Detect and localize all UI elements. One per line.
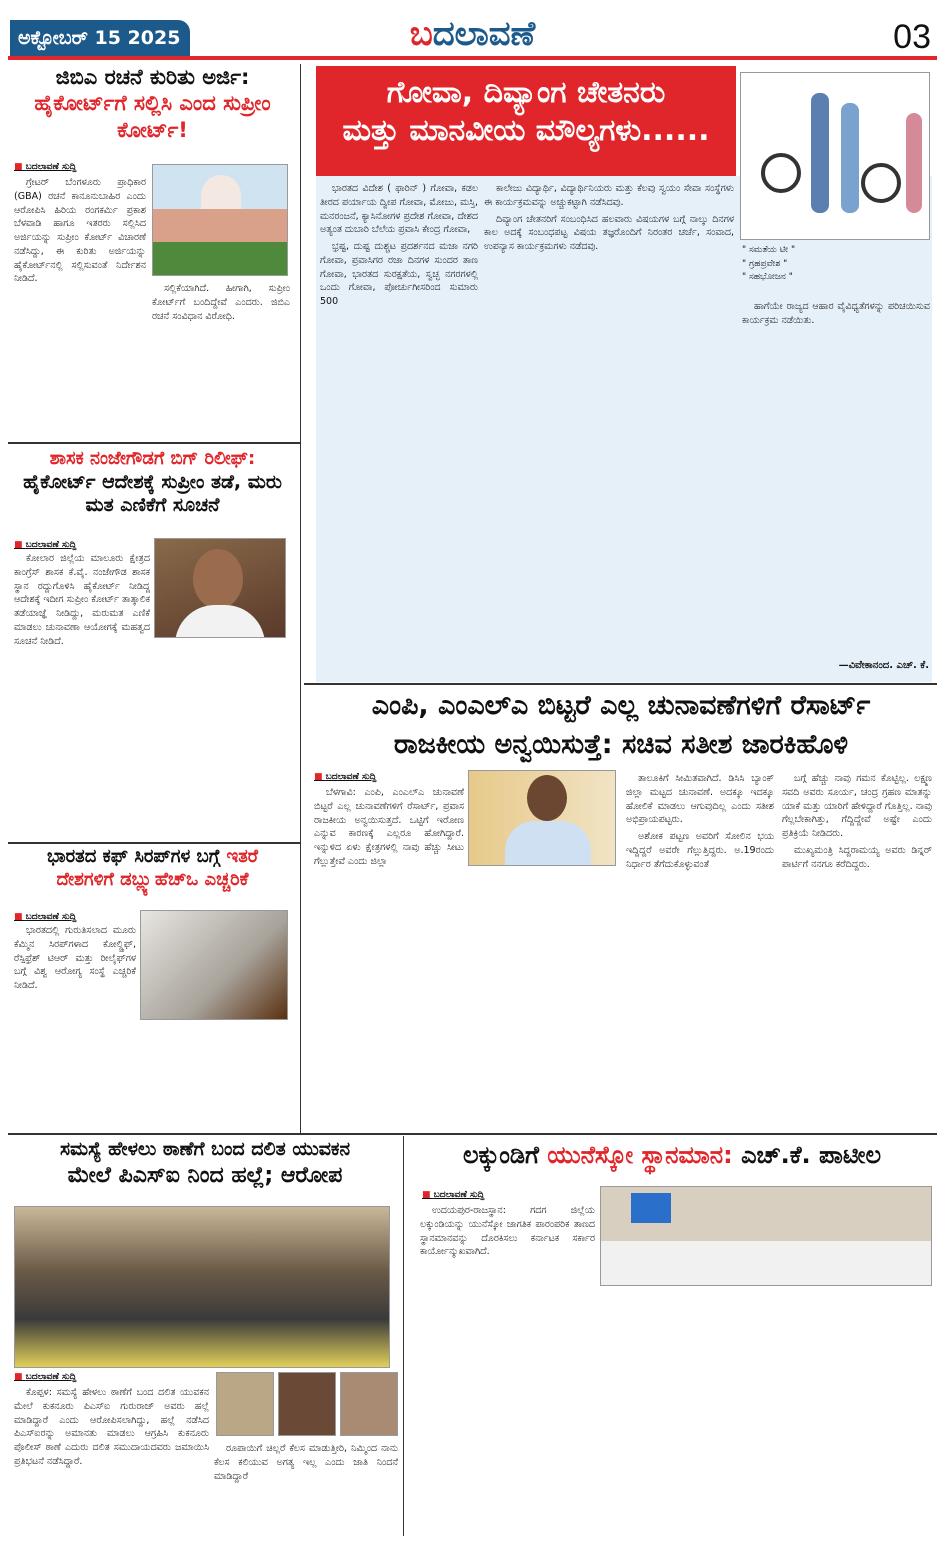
- paragraph: ಕೊಪ್ಪಳ: ಸಮಸ್ಯೆ ಹೇಳಲು ಠಾಣೆಗೆ ಬಂದ ದಲಿತ ಯುವಕನ ಮೇಲೆ ಕುಕನೂರು ಪಿಎಸ್‌ಐ ಗುರುರಾಜ್ ಅವರು ಹಲ್ಲೆ ಮಾಡಿದ್ದಾರೆ ಎಂದು ಆರೋಪಿಸಲಾಗಿದ್ದು, ಹಲ್ಲೆ ನಡೆಸಿದ ಪಿಎಸ್‌ಐರನ್ನು ಅಮಾನತು ಮಾಡಲು ಆಗ್ರಹಿಸಿ ಕುಕನೂರು ಪೊಲೀಸ್ ಠಾಣೆ ಎದುರು ದಲಿತ ಸಮುದಾಯದವರು ಜಮಾಯಿಸಿ ಪ್ರತಿಭಟನೆ ನಡೆಸಿದ್ದಾರೆ.: [14, 1387, 209, 1467]
- headline-red-part: ಯುನೆಸ್ಕೋ ಸ್ಥಾನಮಾನ:: [547, 1141, 733, 1169]
- paragraph: ಉದಯಪುರ-ರಾಜಸ್ಥಾನ: ಗದಗ ಜಿಲ್ಲೆಯ ಲಕ್ಕುಂಡಿಯನ್ನು ಯುನೆಸ್ಕೋ ಜಾಗತಿಕ ಪಾರಂಪರಿಕ ತಾಣದ ಸ್ಥಾನಮಾನವನ್ನು ದೊರಕಿಸಲು ಕರ್ನಾಟಕ ಸರ್ಕಾರ ಕಾರ್ಯೋನ್ಮುಖವಾಗಿದೆ.: [420, 1205, 595, 1258]
- conference-photo: [600, 1186, 932, 1286]
- byline: ■ ಬದಲಾವಣೆ ಸುದ್ದಿ: [14, 540, 76, 550]
- story2-headline: [10, 448, 295, 518]
- dalit-headline: [10, 1138, 400, 1189]
- screen-shape: [631, 1193, 671, 1223]
- author-signature: —ವಿವೇಕಾನಂದ. ಎಚ್. ಕೆ.: [838, 660, 929, 671]
- headline-line: ಜಿಬಿಎ ರಚನೆ ಕುರಿತು ಅರ್ಜಿ:: [55, 65, 250, 89]
- caption: " ಗ್ರಹಪ್ರವೇಶ ": [742, 258, 788, 269]
- paragraph: ಅಶೋಕ ಪಟ್ಟಣ ಅವರಿಗೆ ಸೋಲಿನ ಭಯ ಇದ್ದಿದ್ದರೆ ಅವರೇ ಗೆಲ್ಲುತ್ತಿದ್ದರು. ಅ.19ರಂದು ನಿರ್ಧಾರ ತೆಗೆದುಕೊಳ್ಳುವಂತೆ: [626, 831, 774, 870]
- paragraph: ಭಾರತದ ವಿದೇಶ ( ಫಾರಿನ್ ) ಗೋವಾ, ಕಡಲ ತೀರದ ಪರ್ಯಾಯ ದ್ವೀಪ ಗೋವಾ, ಮೋಜು, ಮಸ್ತಿ, ಮನರಂಜನೆ, ಕ್ಯಾಸಿನೋಗಳ ಪ್ರದೇಶ ಗೋವಾ, ದೇಶದ ಅತ್ಯಂತ ದುಬಾರಿ ಬೆಲೆಯ ಪ್ರವಾಸಿ ಕೇಂದ್ರ ಗೋವಾ,: [320, 183, 478, 236]
- header-divider: [8, 56, 937, 60]
- paragraph: ಬೆಳಗಾವಿ: ಎಂಪಿ, ಎಂಎಲ್‌ಎ ಚುನಾವಣೆ ಬಿಟ್ಟರೆ ಎಲ್ಲ ಚುನಾವಣೆಗಳಿಗೆ ರೆಸಾರ್ಟ್, ಪ್ರವಾಸ ರಾಜಕೀಯ ಅನ್ವಯಿಸುತ್ತದೆ. ಒಟ್ಟಿಗೆ ಇರೋಣ ಎನ್ನುವ ಕಾರಣಕ್ಕೆ ಎಲ್ಲರೂ ಹೋಗಿದ್ದಾರೆ. ಇನ್ನುಳಿದ ಏಳು ಕ್ಷೇತ್ರಗಳಲ್ಲಿ ನಾವು ಹೆಚ್ಚು ಸೀಟು ಗೆಲ್ಲುತ್ತೇವೆ ಎಂದು ಜಿಲ್ಲಾ: [314, 787, 464, 867]
- headline-line: ಶಾಸಕ ನಂಜೇಗೌಡಗೆ ಬಿಗ್ ರಿಲೀಫ್:: [49, 448, 256, 469]
- lakkundi-headline: [408, 1140, 936, 1170]
- byline: ■ ಬದಲಾವಣೆ ಸುದ್ದಿ: [14, 912, 76, 922]
- headline-line: ರಾಜಕೀಯ ಅನ್ವಯಿಸುತ್ತೆ: ಸಚಿವ ಸತೀಶ ಜಾರಕಿಹೊಳಿ: [393, 729, 849, 761]
- masthead-rest: ದಲಾವಣೆ: [432, 14, 536, 54]
- satish-headline: [306, 686, 936, 764]
- section-divider: [8, 442, 300, 444]
- person-figure: [841, 103, 859, 213]
- paragraph: ಮುಖ್ಯಮಂತ್ರಿ ಸಿದ್ದರಾಮಯ್ಯ ಅವರು ಡಿನ್ನರ್ ಪಾರ್ಟಿಗೆ ನನಗೂ ಕರೆದಿದ್ದರು.: [782, 844, 932, 870]
- shirt-shape: [505, 821, 591, 866]
- story3-headline: [10, 846, 295, 891]
- paragraph: ಹಾಗೆಯೇ ರಾಜ್ಯದ ಆಹಾರ ವೈವಿಧ್ಯತೆಗಳನ್ನು ಪರಿಚಯಿಸುವ ಕಾರ್ಯಕ್ರಮ ನಡೆಯಿತು.: [742, 301, 930, 326]
- paragraph: ಭ್ರಷ್ಟ, ದುಷ್ಟ ದುಶ್ಚಟ ಪ್ರದರ್ಶನದ ಮಜಾ ನಗರಿ ಗೋವಾ, ಪ್ರವಾಸಿಗರ ರಜಾ ದಿನಗಳ ಸುಂದರ ತಾಣ ಗೋವಾ, ಭಾರತದ ಸುರಕ್ಷತೆಯ, ಸ್ವಚ್ಛ ನಗರಗಳಲ್ಲಿ ಒಂದು ಗೋವಾ, ಪೋರ್ಚುಗೀಸರಿಂದ ಸುಮಾರು 500: [320, 241, 478, 308]
- masthead-logo: [300, 14, 645, 54]
- person-portrait: [278, 1372, 336, 1436]
- story1-body-col2: [152, 282, 290, 326]
- goa-body-col3: [742, 300, 930, 331]
- satish-body-col3: [626, 772, 774, 874]
- person-figure: [906, 113, 922, 213]
- paragraph: ಕೋಲಾರ ಜಿಲ್ಲೆಯ ಮಾಲೂರು ಕ್ಷೇತ್ರದ ಕಾಂಗ್ರೆಸ್ ಶಾಸಕ ಕೆ.ವೈ. ನಂಜೇಗೌಡ ಶಾಸಕ ಸ್ಥಾನ ರದ್ದುಗೊಳಿಸಿ ಹೈಕೋರ್ಟ್ ನೀಡಿದ್ದ ಆದೇಶಕ್ಕೆ ಇದೀಗ ಸುಪ್ರೀಂ ಕೋರ್ಟ್ ತಾತ್ಕಾಲಿಕ ತಡೆಯಾಜ್ಞೆ ನೀಡಿದ್ದು, ಮರುಮತ ಎಣಿಕೆ ಮಾಡಲು ಚುನಾವಣಾ ಆಯೋಗಕ್ಕೆ ಮಹತ್ವದ ಸೂಚನೆ ನೀಡಿದೆ.: [14, 553, 150, 647]
- issue-date: ಅಕ್ಟೋಬರ್ 15 2025: [10, 20, 190, 56]
- wheelchair-wheel: [861, 163, 901, 203]
- satish-body-col4: [782, 772, 932, 874]
- psi-portrait: [216, 1372, 274, 1436]
- goa-captions: [742, 244, 932, 285]
- dalit-body: [14, 1386, 209, 1472]
- story3-body: [14, 924, 136, 996]
- paragraph: ಕಾಲೇಜು ವಿದ್ಯಾರ್ಥಿ, ವಿದ್ಯಾರ್ಥಿನಿಯರು ಮತ್ತು ಕೆಲವು ಸ್ವಯಂ ಸೇವಾ ಸಂಸ್ಥೆಗಳು ಈ ಕಾರ್ಯಕ್ರಮವನ್ನು ಅಚ್ಚುಕಟ್ಟಾಗಿ ನಡೆಸಿದವು.: [484, 183, 734, 208]
- satish-body-col1: [314, 786, 464, 872]
- section-divider: [8, 1133, 937, 1135]
- headline-line: ಗೋವಾ, ದಿವ್ಯಾಂಗ ಚೇತನರು: [386, 75, 666, 110]
- goa-body-col1: [320, 182, 478, 312]
- page-number: 03: [893, 18, 931, 56]
- headline-line: ಹೈಕೋರ್ಟ್‌ಗೆ ಸಲ್ಲಿಸಿ ಎಂದ ಸುಪ್ರೀಂ ಕೋರ್ಟ್!: [34, 91, 271, 142]
- protest-photo: [14, 1206, 390, 1368]
- section-divider: [8, 842, 300, 844]
- paragraph: ಬಗ್ಗೆ ಹೆಚ್ಚು ನಾವು ಗಮನ ಕೊಟ್ಟಿಲ್ಲ. ಲಕ್ಷ್ಮಣ ಸವದಿ ಅವರು ಸೂರ್ಯ, ಚಂದ್ರ ಗ್ರಹಣ ಮಾತನ್ನು ಯಾಕೆ ಮತ್ತು ಯಾರಿಗೆ ಹೇಳಿದ್ದಾರೆ ಗೊತ್ತಿಲ್ಲ. ನಾವು ಗೆಲ್ಲಬೇಕಾಗಿತ್ತು, ಗೆದ್ದಿದ್ದೇವೆ ಅಷ್ಟೇ ಎಂದು ಪ್ರತಿಕ್ರಿಯೆ ನೀಡಿದರು.: [782, 773, 932, 840]
- lakkundi-body: [420, 1204, 595, 1262]
- byline: ■ ಬದಲಾವಣೆ ಸುದ್ದಿ: [422, 1190, 484, 1200]
- column-divider: [403, 1136, 404, 1536]
- paragraph: ಭಾರತದಲ್ಲಿ ಗುರುತಿಸಲಾದ ಮೂರು ಕೆಮ್ಮಿನ ಸಿರಪ್‌ಗಳಾದ ಕೋಲ್ಡ್ರಿಫ್, ರೆಸ್ಪಿಫ್ರೆಶ್ ಟಿಆರ್ ಮತ್ತು ರೀಲೈಫ್‌ಗಳ ಬಗ್ಗೆ ವಿಶ್ವ ಆರೋಗ್ಯ ಸಂಸ್ಥೆ ಎಚ್ಚರಿಕೆ ನೀಡಿದೆ.: [14, 925, 136, 992]
- story2-body: [14, 552, 150, 651]
- cough-syrup-photo: [140, 910, 288, 1020]
- caption: " ಸಹಭೋಜನ ": [742, 272, 793, 282]
- masthead-first-letter: ಬ: [409, 14, 433, 54]
- byline: ■ ಬದಲಾವಣೆ ಸುದ್ದಿ: [14, 162, 76, 172]
- byline: ■ ಬದಲಾವಣೆ ಸುದ್ದಿ: [14, 1372, 76, 1382]
- paragraph: ಗ್ರೇಟರ್ ಬೆಂಗಳೂರು ಪ್ರಾಧಿಕಾರ (GBA) ರಚನೆ ಕಾನೂನುಬಾಹಿರ ಎಂದು ಆರೋಪಿಸಿ ಹಿರಿಯ ರಂಗಕರ್ಮಿ ಪ್ರಕಾಶ ಬೆಳವಾಡಿ ಹಾಗೂ ಇತರರು ಸಲ್ಲಿಸಿದ ಅರ್ಜಿಯನ್ನು ಸುಪ್ರೀಂ ಕೋರ್ಟ್ ವಿಚಾರಣೆ ನಡೆಸಿದ್ದು, ಈ ಕುರಿತು ಅರ್ಜಿಯನ್ನು ಹೈಕೋರ್ಟ್‌ನಲ್ಲಿ ಸಲ್ಲಿಸುವಂತೆ ನಿರ್ದೇಶನ ನೀಡಿದೆ.: [14, 177, 146, 285]
- goa-body-col2: [484, 182, 734, 257]
- paragraph: ಸಲ್ಲಿಕೆಯಾಗಿದೆ. ಹೀಗಾಗಿ, ಸುಪ್ರೀಂ ಕೋರ್ಟ್‌ಗೆ ಬಂದಿದ್ದೇವೆ ಎಂದರು. ಜಿಬಿಎ ರಚನೆ ಸಂವಿಧಾನ ವಿರೋಧಿ.: [152, 283, 290, 322]
- supreme-court-photo: [152, 164, 288, 276]
- headline-part: ಎಚ್.ಕೆ. ಪಾಟೀಲ: [741, 1141, 882, 1169]
- goa-headline: [316, 66, 736, 176]
- column-divider: [300, 64, 301, 1134]
- headline-line: ದೇಶಗಳಿಗೆ ಡಬ್ಲ್ಯುಹೆಚ್‌ಒ ಎಚ್ಚರಿಕೆ: [56, 868, 249, 890]
- headline-line: ಮತ್ತು ಮಾನವೀಯ ಮೌಲ್ಯಗಳು......: [342, 112, 710, 148]
- face-shape: [193, 549, 243, 609]
- headline-part: ಲಕ್ಕುಂಡಿಗೆ: [462, 1141, 539, 1169]
- minister-photo: [468, 770, 616, 866]
- story1-headline: [10, 64, 295, 143]
- face-shape: [527, 775, 567, 821]
- paragraph: ದಿವ್ಯಾಂಗ ಚೇತನರಿಗೆ ಸಂಬಂಧಿಸಿದ ಹಲವಾರು ವಿಷಯಗಳ ಬಗ್ಗೆ ನಾಲ್ಕು ದಿನಗಳ ಕಾಲ ಅದಕ್ಕೆ ಸಂಬಂಧಪಟ್ಟ ವಿಷಯ ತಜ್ಞರೊಂದಿಗೆ ನಿರಂತರ ಚರ್ಚೆ, ಸಂವಾದ, ಉಪನ್ಯಾಸ ಕಾರ್ಯಕ್ರಮಗಳು ನಡೆದವು.: [484, 213, 734, 253]
- dalit-body-col2: [214, 1442, 398, 1486]
- dome-shape: [201, 175, 241, 209]
- paragraph: ತಾಲೂಕಿಗೆ ಸೀಮಿತವಾಗಿದೆ. ಡಿಸಿಸಿ ಬ್ಯಾಂಕ್ ಜಿಲ್ಲಾ ಮಟ್ಟದ ಚುನಾವಣೆ. ಅದಕ್ಕೂ ಇದಕ್ಕೂ ಹೋಲಿಕೆ ಮಾಡಲು ಆಗುವುದಿಲ್ಲ ಎಂದು ಸತೀಶ ಅಭಿಪ್ರಾಯಪಟ್ಟರು.: [626, 773, 774, 826]
- headline-line: ಭಾರತದ ಕಫ್ ಸಿರಪ್‌ಗಳ ಬಗ್ಗೆ: [46, 846, 221, 867]
- mla-portrait-photo: [154, 538, 286, 638]
- section-divider: [304, 683, 937, 685]
- shirt-shape: [175, 605, 265, 638]
- headline-red-word: ಇತರೆ: [226, 846, 258, 867]
- paragraph: ರೂಪಾಯಿಗೆ ಚಿಲ್ಲರೆ ಕೆಲಸ ಮಾಡುತ್ತೀರಿ, ನಿಮ್ಮಿಂದ ನಾನು ಕೆಲಸ ಕಲಿಯುವ ಅಗತ್ಯ ಇಲ್ಲ ಎಂದು ಜಾತಿ ನಿಂದನೆ ಮಾಡಿದ್ದಾರೆ: [214, 1443, 398, 1482]
- wheelchair-wheel: [761, 153, 801, 193]
- headline-line: ಹೈಕೋರ್ಟ್ ಆದೇಶಕ್ಕೆ ಸುಪ್ರೀಂ ತಡೆ, ಮರು ಮತ ಎಣಿಕೆಗೆ ಸೂಚನೆ: [23, 470, 282, 517]
- person-portrait: [340, 1372, 398, 1436]
- byline: ■ ಬದಲಾವಣೆ ಸುದ್ದಿ: [314, 772, 376, 782]
- story1-body: [14, 176, 146, 289]
- headline-line: ಸಮಸ್ಯೆ ಹೇಳಲು ಠಾಣೆಗೆ ಬಂದ ದಲಿತ ಯುವಕನ: [59, 1138, 351, 1160]
- divyang-illustration: [740, 72, 930, 240]
- caption: " ಸಮತೆಯ ಟೀ ": [742, 245, 796, 255]
- headline-line: ಮೇಲೆ ಪಿಎಸ್‌ಐ ನಿಂದ ಹಲ್ಲೆ; ಆರೋಪ: [67, 1162, 343, 1188]
- person-figure: [811, 93, 829, 213]
- headline-line: ಎಂಪಿ, ಎಂಎಲ್‌ಎ ಬಿಟ್ಟರೆ ಎಲ್ಲ ಚುನಾವಣೆಗಳಿಗೆ ರೆಸಾರ್ಟ್: [371, 690, 871, 721]
